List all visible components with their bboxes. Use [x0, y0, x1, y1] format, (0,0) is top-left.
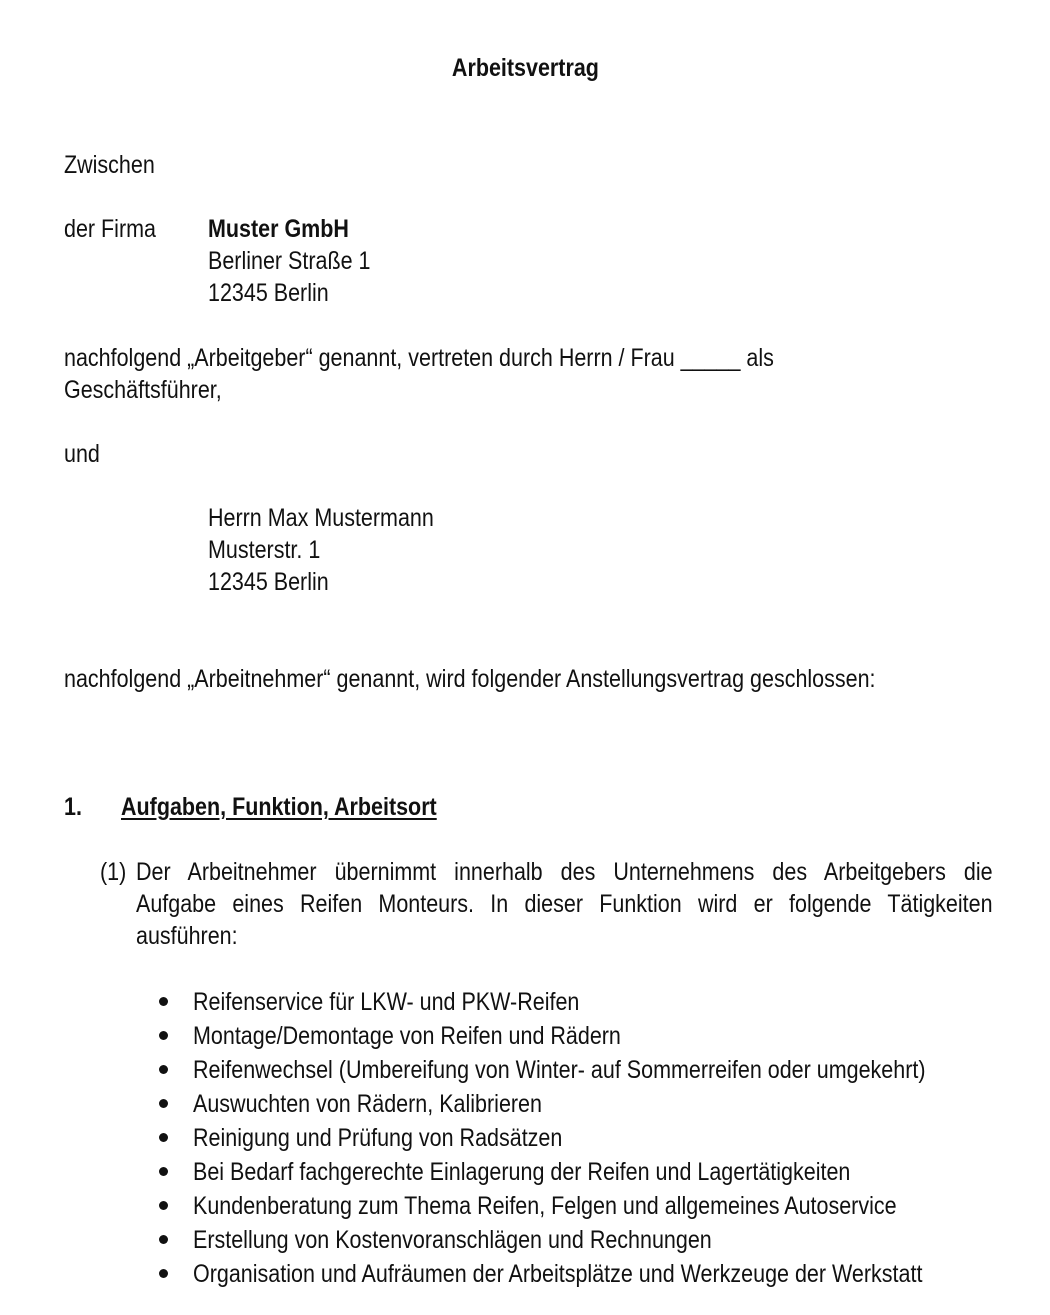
employer-city: 12345 Berlin [208, 279, 329, 307]
list-item [0, 1155, 1050, 1189]
bullet-icon [159, 1235, 168, 1244]
list-item-text: Reinigung und Prüfung von Radsätzen [193, 1124, 563, 1152]
list-item [0, 1053, 1050, 1087]
list-item [0, 985, 1050, 1019]
list-item [0, 1121, 1050, 1155]
employee-city: 12345 Berlin [208, 568, 329, 596]
employer-representation-line-2: Geschäftsführer, [64, 376, 222, 404]
section-number: 1. [64, 793, 82, 821]
connector-text: und [64, 440, 100, 468]
bullet-icon [159, 1269, 168, 1278]
paragraph-number: (1) [100, 858, 127, 886]
list-item [0, 1223, 1050, 1257]
intro-text: Zwischen [64, 151, 155, 179]
employee-closing-text: nachfolgend „Arbeitnehmer“ genannt, wird folgender Anstellungsvertrag geschlossen: [64, 665, 876, 693]
list-item-text: Auswuchten von Rädern, Kalibrieren [193, 1090, 542, 1118]
employer-label: der Firma [64, 215, 156, 243]
list-item-text: Bei Bedarf fachgerechte Einlagerung der Reifen und Lagertätigkeiten [193, 1158, 851, 1186]
employer-street: Berliner Straße 1 [208, 247, 371, 275]
bullet-icon [159, 1099, 168, 1108]
list-item-text: Organisation und Aufräumen der Arbeitsplätze und Werkzeuge der Werkstatt [193, 1260, 923, 1288]
paragraph-body [136, 856, 993, 952]
employee-name: Herrn Max Mustermann [208, 504, 434, 532]
list-item [0, 1257, 1050, 1291]
paragraph-line: Aufgabe eines Reifen Monteurs. In dieser Funktion wird er folgende Tätigkeiten [136, 890, 993, 918]
bullet-icon [159, 1167, 168, 1176]
bullet-icon [159, 1031, 168, 1040]
list-item [0, 1189, 1050, 1223]
employer-name: Muster GmbH [208, 215, 349, 243]
task-list [0, 985, 1050, 1291]
list-item [0, 1019, 1050, 1053]
paragraph-line: Der Arbeitnehmer übernimmt innerhalb des Unternehmens des Arbeitgebers die [136, 858, 993, 886]
section-heading: Aufgaben, Funktion, Arbeitsort [121, 793, 437, 821]
list-item-text: Reifenservice für LKW- und PKW-Reifen [193, 988, 580, 1016]
employer-representation-line-1: nachfolgend „Arbeitgeber“ genannt, vertreten durch Herrn / Frau _____ als [64, 344, 774, 372]
bullet-icon [159, 1065, 168, 1074]
list-item [0, 1087, 1050, 1121]
list-item-text: Kundenberatung zum Thema Reifen, Felgen und allgemeines Autoservice [193, 1192, 897, 1220]
bullet-icon [159, 997, 168, 1006]
paragraph-line: ausführen: [136, 922, 238, 950]
list-item-text: Montage/Demontage von Reifen und Rädern [193, 1022, 621, 1050]
employee-street: Musterstr. 1 [208, 536, 321, 564]
document-title: Arbeitsvertrag [451, 54, 599, 82]
list-item-text: Erstellung von Kostenvoranschlägen und Rechnungen [193, 1226, 712, 1254]
bullet-icon [159, 1201, 168, 1210]
list-item-text: Reifenwechsel (Umbereifung von Winter- auf Sommerreifen oder umgekehrt) [193, 1056, 926, 1084]
bullet-icon [159, 1133, 168, 1142]
